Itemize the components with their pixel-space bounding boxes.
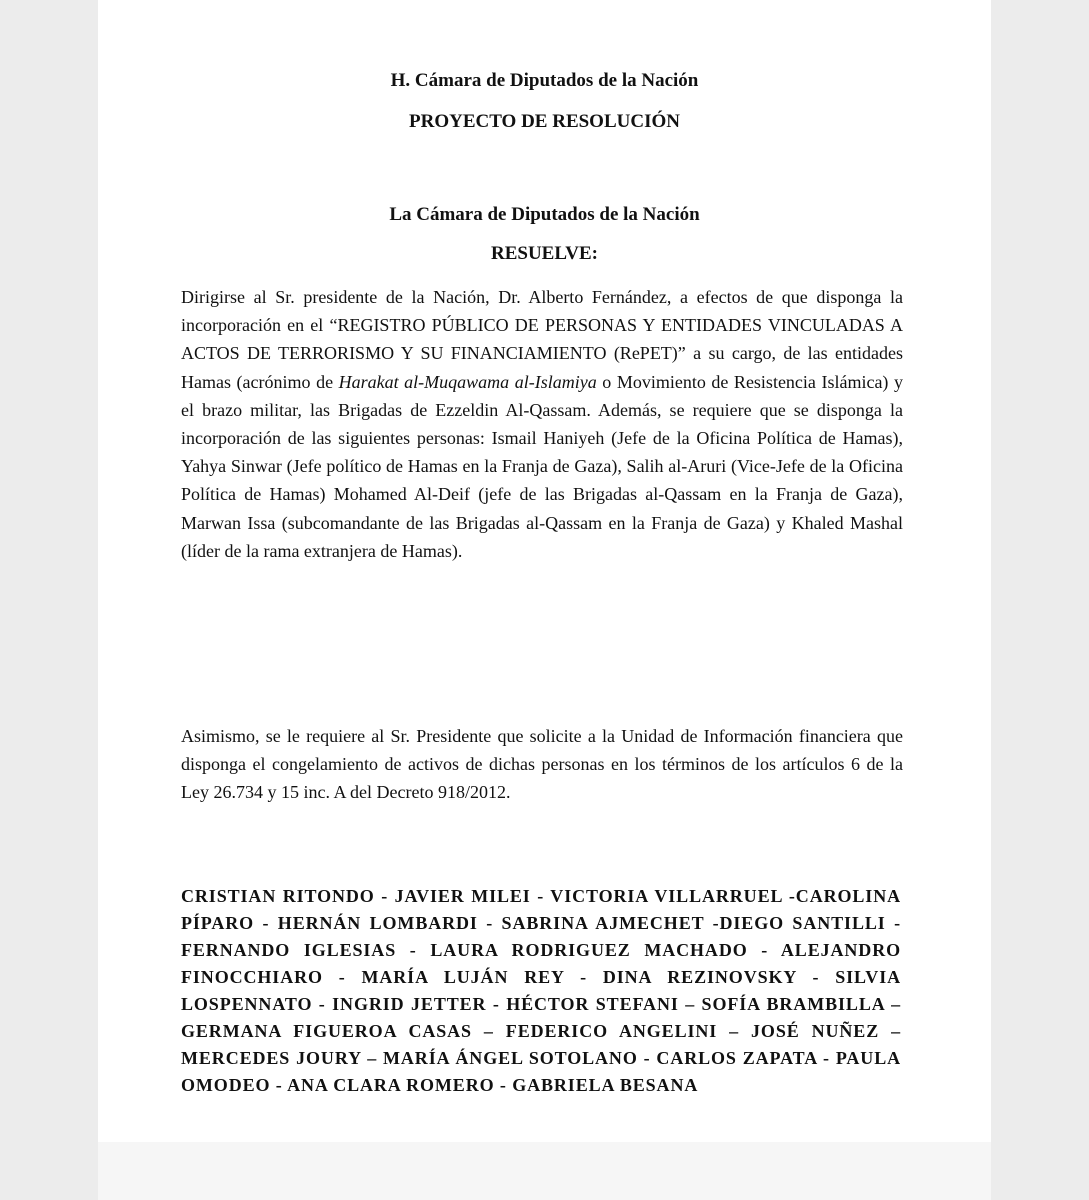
signers-list: CRISTIAN RITONDO - JAVIER MILEI - VICTORIA VILLARRUEL -CAROLINA PÍPARO - HERNÁN LOMBARDI - SABRINA AJMECHET -DIEGO SANTILLI - FERNANDO IGLESIAS - LAURA RODRIGUEZ MACHADO - ALEJANDRO FINOCCHIARO - MARÍA LUJÁN REY - DINA REZINOVSKY - SILVIA LOSPENNATO - INGRID JETTER - HÉCTOR STEFANI – SOFÍA BRAMBILLA – GERMANA FIGUEROA CASAS – FEDERICO ANGELINI – JOSÉ NUÑEZ – MERCEDES JOURY – MARÍA ÁNGEL SOTOLANO - CARLOS ZAPATA - PAULA OMODEO - ANA CLARA ROMERO - GABRIELA BESANA	[181, 886, 901, 1095]
document-page	[98, 0, 991, 1142]
paragraph-1-text-a: Dirigirse al Sr. presidente de la Nación, Dr. Alberto Fernández, a efectos de que disponga la incorporación en el “REGISTRO PÚBLICO DE PERSONAS Y ENTIDADES VINCULADAS A ACTOS DE TERRORISMO Y SU FINANCIAMIENTO (RePET)” a su cargo, de las entidades Hamas (acrónimo de	[181, 287, 903, 392]
resolution-verb-heading: RESUELVE:	[490, 243, 598, 264]
document-type-title: PROYECTO DE RESOLUCIÓN	[409, 111, 680, 132]
resolution-body-heading: La Cámara de Diputados de la Nación	[389, 204, 700, 225]
paragraph-1-italic-name: Harakat al-Muqawama al-Islamiya	[338, 371, 597, 392]
page-bottom-strip	[98, 1142, 991, 1200]
paragraph-1-text-b: o Movimiento de Resistencia Islámica) y el brazo militar, las Brigadas de Ezzeldin Al-Qassam. Además, se requiere que se disponga la incorporación de las siguientes personas: Ismail Haniyeh (Jefe de la Oficina Política de Hamas), Yahya Sinwar (Jefe político de Hamas en la Franja de Gaza), Salih al-Aruri (Vice-Jefe de la Oficina Política de Hamas) Mohamed Al-Deif (jefe de las Brigadas al-Qassam en la Franja de Gaza), Marwan Issa (subcomandante de las Brigadas al-Qassam en la Franja de Gaza) y Khaled Mashal (líder de la rama extranjera de Hamas).	[181, 371, 903, 561]
chamber-title: H. Cámara de Diputados de la Nación	[390, 70, 699, 91]
resolution-paragraph-2: Asimismo, se le requiere al Sr. Presidente que solicite a la Unidad de Información financiera que disponga el congelamiento de activos de dichas personas en los términos de los artículos 6 de la Ley 26.734 y 15 inc. A del Decreto 918/2012.	[181, 726, 903, 803]
resolution-paragraph-1	[181, 283, 903, 565]
